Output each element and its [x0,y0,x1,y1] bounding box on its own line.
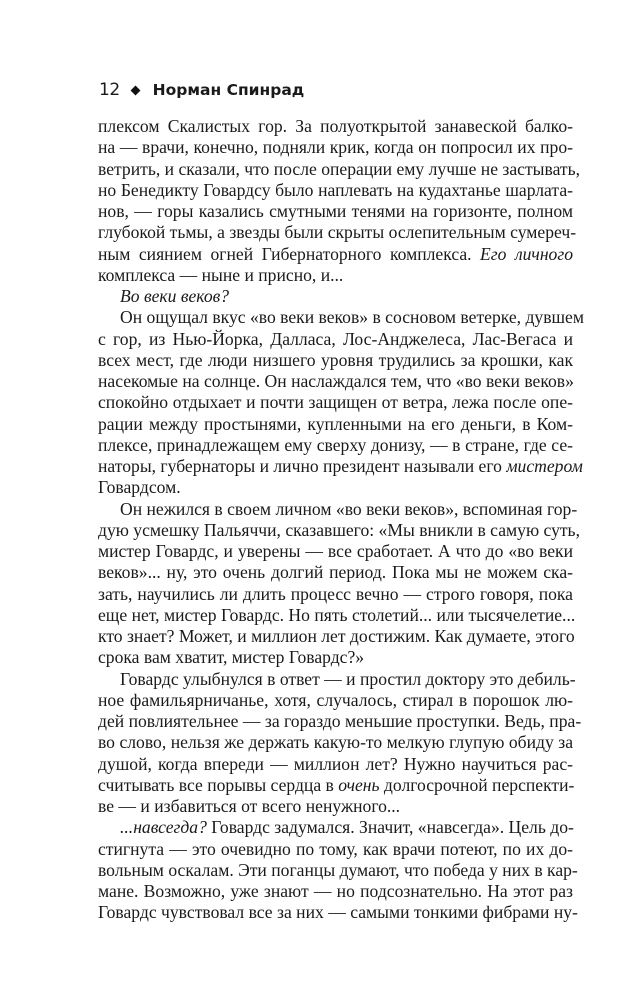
text-line [98,647,573,668]
text-line [98,732,573,753]
text-line [98,222,577,243]
text-segment: Он нежился в своем личном «во веки веков», вспоминая гор- [120,498,578,519]
text-segment: дей повлиятельнее — за гораздо меньшие проступки. Ведь, пра- [98,711,582,731]
text-line [98,392,573,413]
italic-text: Его личного [480,243,573,264]
text-segment: ное фамильярничанье, хотя, случалось, стирал в порошок лю- [98,689,573,710]
text-segment: рации между простынями, купленными на его деньги, в Ком- [98,413,573,434]
text-segment: вольным оскалам. Эти поганцы думают, что победа у них в кар- [98,859,578,880]
italic-text: мистером [506,456,583,476]
text-line [98,711,582,732]
text-line [98,754,573,775]
italic-text: очень [338,774,380,795]
text-line [98,859,578,881]
text-segment: с гор, из Нью-Йорка, Далласа, Лос-Анджелеса, Лас-Вегаса и [98,328,573,349]
italic-text: Во веки веков? [120,286,230,306]
text-line [98,477,573,498]
text-segment: комплекса — ныне и присно, и... [98,264,344,285]
text-line [98,201,573,222]
text-line [98,265,573,286]
text-segment: кто знает? Может, и миллион лет достижим. Как думаете, этого [98,626,575,646]
text-segment: Говардс чувствовал все за них — самыми тонкими фибрами ну- [98,902,578,923]
text-line [98,562,573,583]
text-line [98,371,573,392]
text-segment: плексе, принадлежащем ему сверху донизу, — в стране, где се- [98,434,573,455]
text-line [98,116,573,137]
text-segment: наторы, губернаторы и лично президент называли его [98,456,507,476]
text-segment: мистер Говардс, и уверены — все сработает. А что до «во веки [98,541,573,561]
text-segment: срока вам хватит, мистер Говардс?» [98,647,365,668]
text-line [98,329,573,350]
text-segment: но Бенедикту Говардсу было наплевать на кудахтанье шарлата- [98,179,573,200]
text-segment: спокойно отдыхает и почти защищен от ветра, лежа после опе- [98,392,573,413]
text-line [98,286,573,307]
text-line [98,414,573,435]
text-segment: ветрить, и сказали, что после операции ему лучше не застывать, [98,158,581,179]
text-line [98,498,578,520]
text-segment: считывать все порывы сердца в [98,774,339,795]
text-line [98,604,576,626]
text-segment: на — врачи, конечно, подняли крик, когда он попросил их про- [98,137,573,158]
text-segment: Говардс задумался. Значит, «навсегда». Цель до- [206,817,574,838]
text-line [98,839,573,860]
text-line [98,817,573,838]
text-segment: плексом Скалистых гор. За полуоткрытой занавеской балко- [98,116,573,136]
text-line [98,902,578,923]
text-segment: дую усмешку Пальяччи, сказавшего: «Мы вникли в самую суть, [98,519,580,540]
text-segment: Говардс улыбнулся в ответ — и простил доктору это дебиль- [120,668,576,689]
text-line [98,435,573,456]
text-line [98,775,573,796]
diamond-separator-icon [130,85,140,95]
text-line [98,881,573,902]
author-name: Норман Спинрад [152,81,305,99]
text-segment: всех мест, где люди низшего уровня трудились за крошки, как [98,349,573,370]
text-line [98,626,573,647]
text-line [98,541,573,562]
text-line [98,137,573,158]
text-line [98,456,583,477]
italic-text: ...навсегда? [120,817,207,838]
text-segment: душой, когда впереди — миллион лет? Нужно научиться рас- [98,753,573,774]
page-number: 12 [99,80,120,100]
text-segment: ве — и избавиться от всего ненужного... [98,796,401,816]
text-segment: Говардсом. [98,477,181,498]
body-text [98,116,585,924]
text-segment: долгосрочной перспекти- [379,774,575,795]
text-line [98,180,573,201]
text-line [98,158,581,180]
text-segment: Он ощущал вкус «во веки веков» в сосновом ветерке, дувшем [120,307,585,328]
text-segment: во слово, нельзя же держать какую-то мелкую глупую обиду за [98,732,573,753]
text-segment: мане. Возможно, уже знают — но подсознательно. На этот раз [98,881,573,901]
text-line [98,307,585,328]
text-line [98,519,580,541]
text-segment: еще нет, мистер Говардс. Но пять столетий... или тысячелетие... [98,604,576,625]
text-line [98,796,573,817]
text-segment: зать, научились ли длить процесс вечно — строго говоря, пока [98,583,573,604]
text-segment: нов, — горы казались смутными тенями на горизонте, полном [98,201,573,221]
text-segment: ным сиянием огней Гибернаторного комплекса. [98,243,481,264]
text-line [98,350,573,371]
running-header [99,80,304,100]
text-segment: веков»... ну, это очень долгий период. Пока мы не можем ска- [98,562,573,583]
text-line [98,244,573,265]
text-line [98,690,573,711]
text-line [98,584,573,605]
text-segment: глубокой тьмы, а звезды были скрыты ослепительным сумереч- [98,222,577,243]
text-line [98,668,576,690]
text-segment: стигнута — это очевидно по тому, как врачи потеют, по их до- [98,838,573,859]
text-segment: насекомые на солнце. Он наслаждался тем, что «во веки веков» [98,371,574,391]
